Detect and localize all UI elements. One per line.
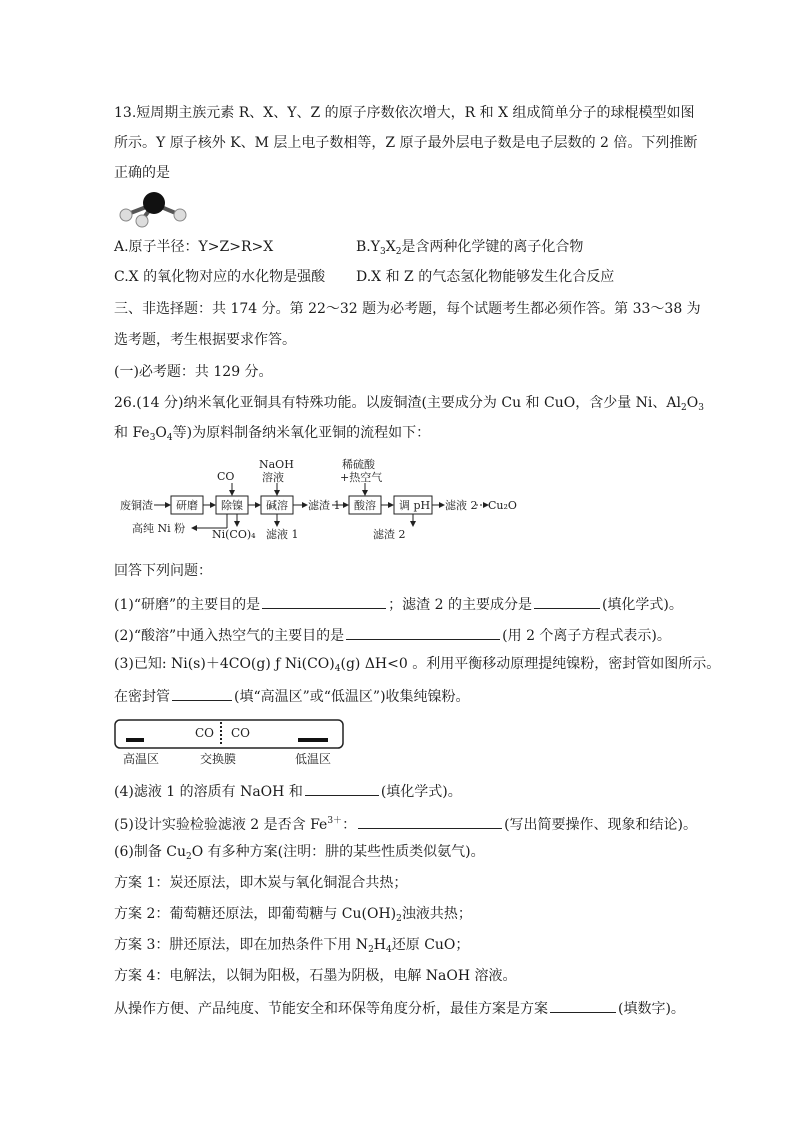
q13-stem-line2: 所示。Y 原子核外 K、M 层上电子数相等，Z 原子最外层电子数是电子层数的 2 倍。下列推断 — [114, 135, 698, 151]
flow-box-acid: 酸溶 — [354, 499, 376, 512]
q13-stem-line1: 13.短周期主族元素 R、X、Y、Z 的原子序数依次增大，R 和 X 组成简单分子的球棍模型如图 — [114, 105, 695, 121]
flow-naoh-label: NaOH — [259, 458, 294, 471]
q13-stem-line3: 正确的是 — [114, 165, 170, 181]
answer-blank[interactable] — [172, 686, 232, 701]
section3-line1: 三、非选择题：共 174 分。第 22～32 题为必考题，每个试题考生都必须作答。第 33～38 为 — [114, 301, 701, 317]
answer-blank[interactable] — [550, 998, 616, 1013]
q26-part4: (4)滤液 1 的溶质有 NaOH 和 (填化学式)。 — [114, 781, 462, 801]
answer-blank[interactable] — [358, 814, 502, 829]
flow-nico-output: Ni(CO)₄ — [212, 528, 256, 541]
flow-box-ph: 调 pH — [399, 499, 431, 512]
q26-part1: (1)“研磨”的主要目的是 ；滤渣 2 的主要成分是 (填化学式)。 — [114, 594, 683, 614]
scheme-1: 方案 1：炭还原法，即木炭与氧化铜混合共热； — [114, 875, 408, 891]
answer-blank[interactable] — [262, 594, 386, 609]
sealed-tube-diagram — [114, 719, 346, 769]
flow-acid-label: 稀硫酸 — [342, 458, 375, 471]
q26-part5: (5)设计实验检验滤液 2 是否含 $Fe^{3+}$： (写出简要操作、现象和结论)。 — [114, 816, 697, 833]
flow-solution-label: 溶液 — [262, 471, 284, 484]
ball-stick-molecule-image — [114, 190, 194, 230]
flow-filtrate2: 滤液 2 — [445, 499, 478, 512]
flow-filtrate1-output: 滤液 1 — [266, 528, 299, 541]
flow-ni-output: 高纯 Ni 粉 — [132, 522, 186, 535]
q13-option-a: A.原子半径：Y>Z>R>X — [114, 239, 274, 255]
q13-option-c: C.X 的氧化物对应的水化物是强酸 — [114, 269, 326, 285]
q13-option-d: D.X 和 Z 的气态氢化物能够发生化合反应 — [356, 269, 615, 285]
q26-part3-line2: 在密封管 (填“高温区”或“低温区”)收集纯镍粉。 — [114, 686, 470, 706]
flow-box-grind: 研磨 — [176, 499, 198, 512]
tube-co-left: CO — [195, 726, 215, 740]
scheme-4: 方案 4：电解法，以铜为阳极，石墨为阴极，电解 NaOH 溶液。 — [114, 968, 517, 984]
q26-part3-line1: (3)已知: Ni(s)＋4CO(g) ƒ $Ni(CO)_4(g)$ ΔH<0 。利用平衡移动原理提纯镍粉，密封管如图所示。 — [114, 656, 721, 674]
tube-co-right: CO — [231, 726, 251, 740]
section3-line3: (一)必考题：共 129 分。 — [114, 364, 273, 380]
answer-blank[interactable] — [346, 625, 500, 640]
q26-part6: (6)制备 $Cu_2O$ 有多种方案(注明：肼的某些性质类似氨气)。 — [114, 844, 485, 862]
q26-intro-line2: 和 $Fe_3O_4$等)为原料制备纳米氧化亚铜的流程如下： — [114, 425, 431, 443]
answer-blank[interactable] — [534, 594, 600, 609]
flow-co-label: CO — [217, 470, 235, 483]
tube-cold-zone: 低温区 — [295, 752, 332, 766]
flow-hot-air-label: +热空气 — [340, 471, 383, 484]
flow-box-remove-ni: 除镍 — [221, 499, 243, 512]
scheme-3: 方案 3：肼还原法，即在加热条件下用 $N_2H_4$还原 CuO； — [114, 937, 470, 955]
q26-intro-line1: 26.(14 分)纳米氧化亚铜具有特殊功能。以废铜渣(主要成分为 Cu 和 CuO，含少量 Ni、$Al_2O_3$ — [114, 395, 704, 413]
flow-slag2-output: 滤渣 2 — [373, 528, 406, 541]
flow-start: 废铜渣 — [120, 499, 153, 512]
flow-box-alkali: 碱溶 — [266, 499, 288, 512]
q13-option-b: $B.Y_3X_2$是含两种化学键的离子化合物 — [356, 239, 584, 257]
answer-blank[interactable] — [305, 781, 379, 796]
q26-part2: (2)“酸溶”中通入热空气的主要目的是 (用 2 个离子方程式表示)。 — [114, 625, 671, 645]
flow-product: Cu₂O — [488, 499, 517, 512]
process-flowchart — [114, 456, 517, 542]
flow-residue1: 滤渣 1 — [308, 499, 341, 512]
tube-membrane: 交换膜 — [200, 752, 237, 766]
q26-answer-prompt: 回答下列问题： — [114, 563, 212, 579]
section3-line2: 选考题，考生根据要求作答。 — [114, 332, 296, 348]
tube-hot-zone: 高温区 — [123, 752, 160, 766]
q26-final-question: 从操作方便、产品纯度、节能安全和环保等角度分析，最佳方案是方案 (填数字)。 — [114, 998, 685, 1018]
scheme-2: 方案 2：葡萄糖还原法，即葡萄糖与 $Cu(OH)_2$浊液共热； — [114, 906, 472, 924]
